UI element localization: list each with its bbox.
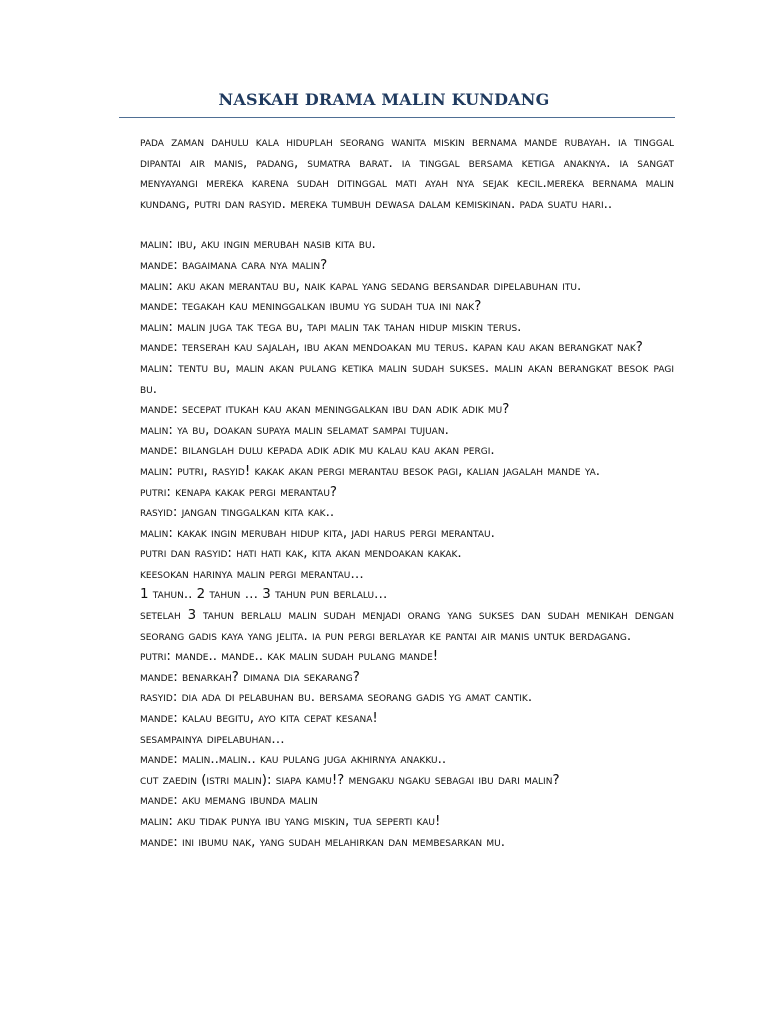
dialogue-line: mande: ini ibumu nak, yang sudah melahirkan dan membesarkan mu. xyxy=(140,834,506,850)
dialogue-line: keesokan harinya malin pergi merantau… xyxy=(140,566,364,582)
dialogue-line: mande: aku memang ibunda malin xyxy=(140,793,318,809)
dialogue-line: mande: bagaimana cara nya malin? xyxy=(140,257,328,273)
dialogue-line: mande: malin..malin.. kau pulang juga akhirnya anakku.. xyxy=(140,752,447,768)
dialogue-line: mande: bilanglah dulu kepada adik adik mu kalau kau akan pergi. xyxy=(140,443,495,459)
dialogue-line: malin: putri, rasyid! kakak akan pergi merantau besok pagi, kalian jagalah mande ya. xyxy=(140,463,601,479)
dialogue-line: malin: aku akan merantau bu, naik kapal yang sedang bersandar dipelabuhan itu. xyxy=(140,278,582,294)
dialogue-line: rasyid: dia ada di pelabuhan bu. bersama seorang gadis yg amat cantik. xyxy=(140,690,533,706)
dialogue-line: malin: tentu bu, malin akan pulang ketika malin sudah sukses. malin akan berangkat besok pagi bu. xyxy=(140,360,674,397)
dialogue-line: malin: ibu, aku ingin merubah nasib kita bu. xyxy=(140,237,376,253)
dialogue-line: putri: mande.. mande.. kak malin sudah pulang mande! xyxy=(140,649,439,665)
dialogue-line: mande: benarkah? dimana dia sekarang? xyxy=(140,669,360,685)
dialogue-line: mande: secepat itukah kau akan meninggalkan ibu dan adik adik mu? xyxy=(140,402,510,418)
dialogue-line: sesampainya dipelabuhan… xyxy=(140,731,285,747)
dialogue-line: mande: tegakah kau meninggalkan ibumu yg sudah tua ini nak? xyxy=(140,299,482,315)
dialogue-line: cut zaedin (istri malin): siapa kamu!? mengaku ngaku sebagai ibu dari malin? xyxy=(140,772,560,788)
dialogue-line: malin: aku tidak punya ibu yang miskin, tua seperti kau! xyxy=(140,814,441,829)
intro-paragraph: pada zaman dahulu kala hiduplah seorang wanita miskin bernama mande rubayah. ia tinggal dipantai air manis, padang, sumatra barat. ia tinggal bersama ketiga anaknya. ia sangat menyayangi mereka karena sudah ditinggal mati ayah nya sejak kecil.mereka bernama malin kundang, putri dan rasyid. mereka tumbuh dewasa dalam kemiskinan. pada suatu hari.. xyxy=(140,135,674,212)
dialogue-line: malin: malin juga tak tega bu, tapi malin tak tahan hidup miskin terus. xyxy=(140,319,522,335)
document-title: NASKAH DRAMA MALIN KUNDANG xyxy=(218,90,550,109)
dialogue-line: 1 tahun.. 2 tahun … 3 tahun pun berlalu… xyxy=(140,587,388,603)
dialogue-line: malin: kakak ingin merubah hidup kita, jadi harus pergi merantau. xyxy=(140,525,495,541)
paragraph-spacer xyxy=(140,215,674,235)
dialogue-line: malin: ya bu, doakan supaya malin selamat sampai tujuan. xyxy=(140,422,449,438)
document-body xyxy=(140,130,674,853)
title-divider xyxy=(119,117,675,118)
dialogue-line: mande: terserah kau sajalah, ibu akan mendoakan mu terus. kapan kau akan berangkat nak? xyxy=(140,340,643,356)
dialogue-line: mande: kalau begitu, ayo kita cepat kesana! xyxy=(140,711,378,727)
dialogue-line: putri: kenapa kakak pergi merantau? xyxy=(140,484,338,500)
dialogue-line: putri dan rasyid: hati hati kak, kita akan mendoakan kakak. xyxy=(140,546,462,562)
dialogue-line: rasyid: jangan tinggalkan kita kak.. xyxy=(140,505,335,521)
dialogue-line: setelah 3 tahun berlalu malin sudah menjadi orang yang sukses dan sudah menikah dengan seorang gadis kaya yang jelita. ia pun pergi berlayar ke pantai air manis untuk berdagang. xyxy=(140,608,674,644)
dialogue-list xyxy=(140,235,674,853)
